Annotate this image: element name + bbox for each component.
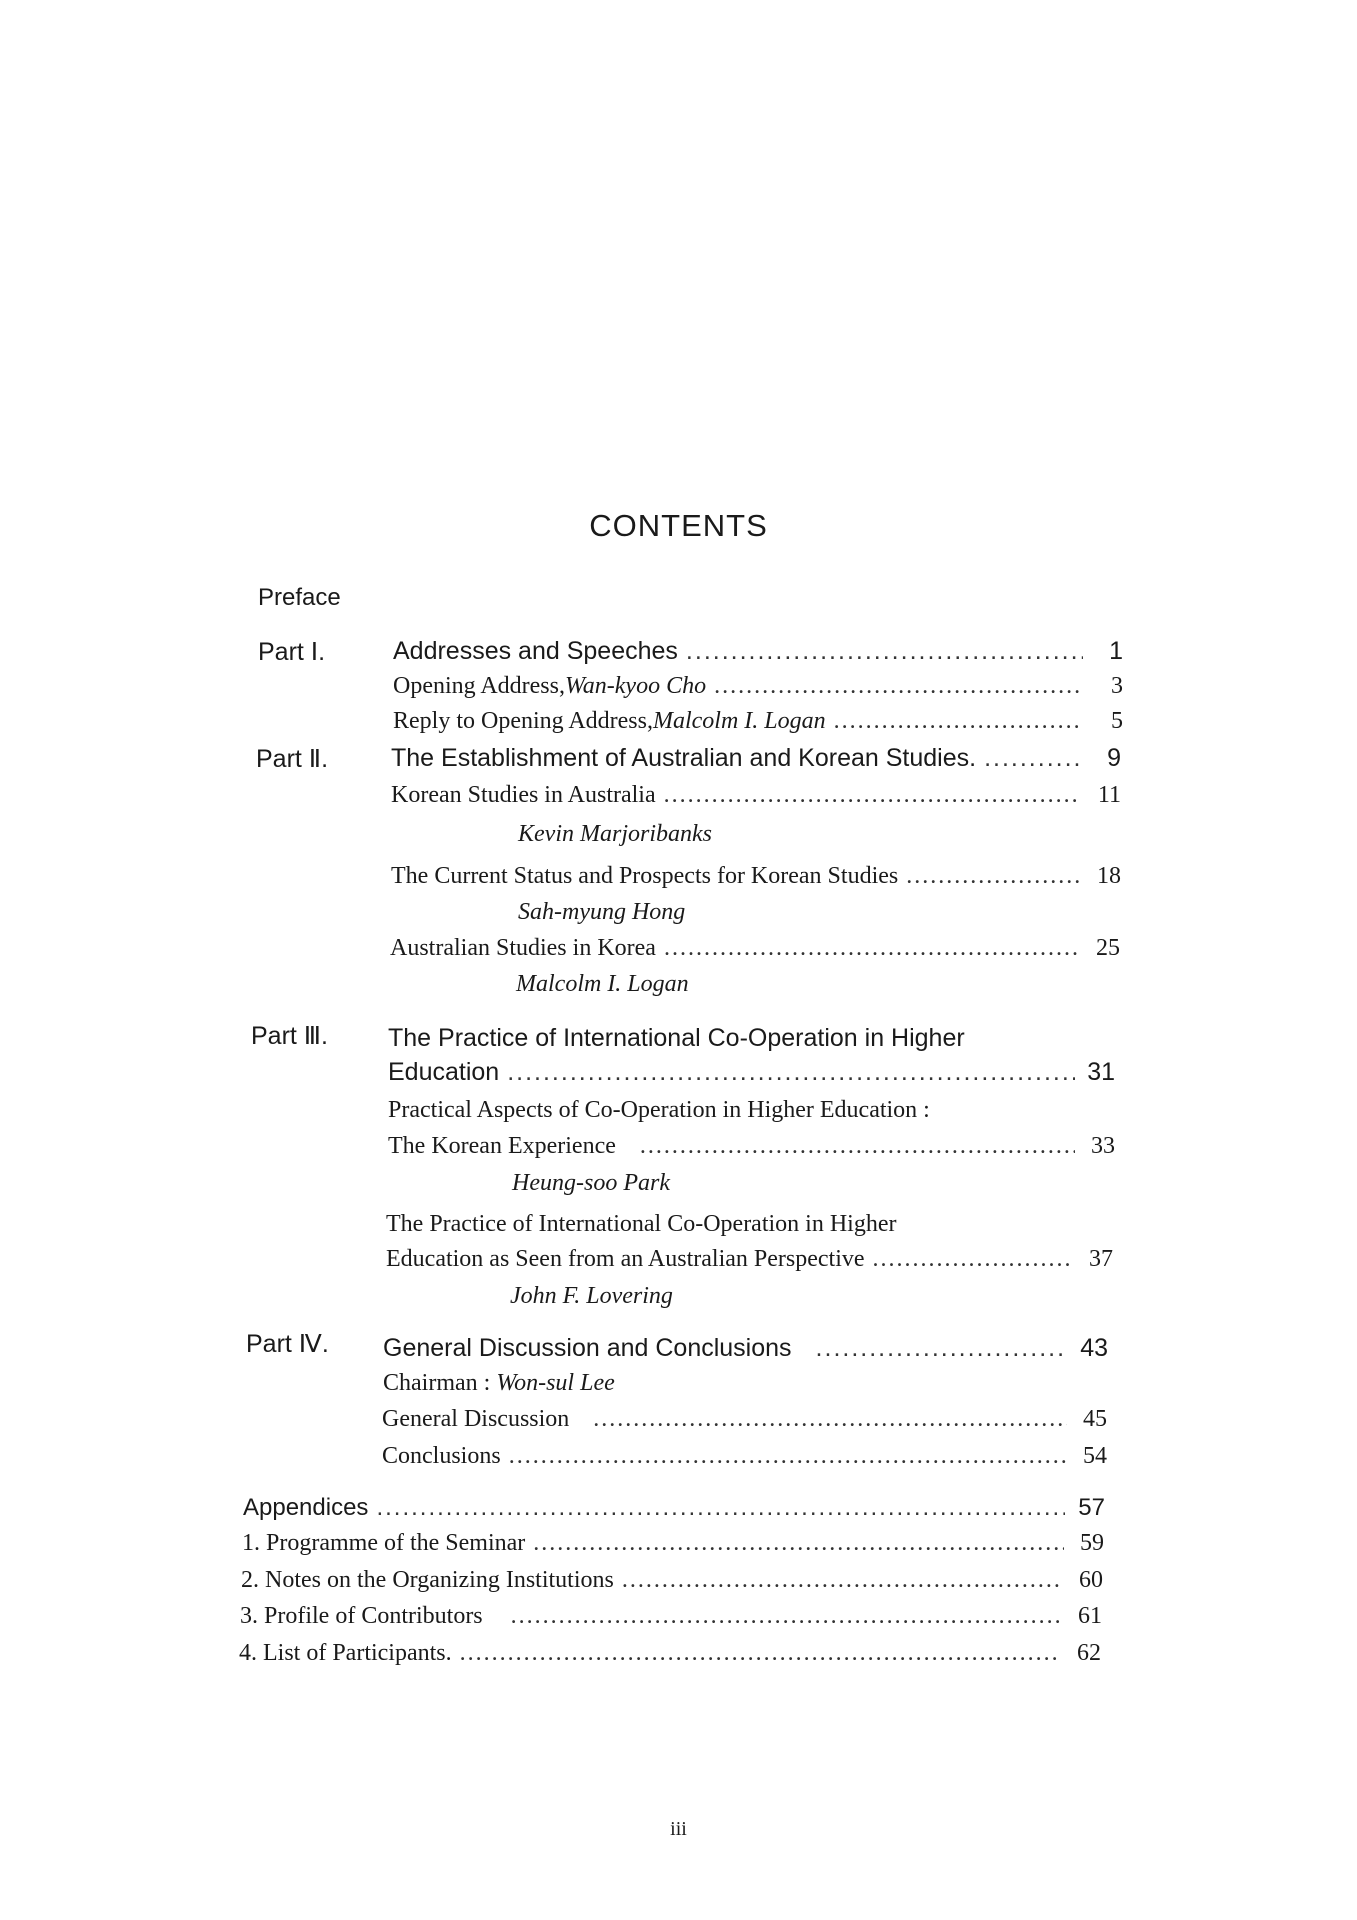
leader-dots [686,637,1083,666]
appendix-title: 2. Notes on the Organizing Institutions [241,1567,614,1593]
page-number: 37 [1089,1246,1113,1272]
part-1-heading-text: Addresses and Speeches [393,637,678,665]
toc-entry [393,708,1123,735]
entry-author: Sah-myung Hong [518,899,686,925]
entry-title: The Practice of International Co-Operation in Higher [386,1211,897,1237]
entry-title: Korean Studies in Australia [391,782,656,808]
leader-dots [622,1567,1063,1594]
part-4-label: Part Ⅳ. [246,1330,329,1358]
appendix-item [239,1640,1101,1667]
page-number: 59 [1080,1530,1104,1556]
chairman-label: Chairman : [383,1370,497,1396]
entry-author: Malcolm I. Logan [652,708,826,734]
part-1-heading [393,637,1123,666]
entry-title: The Korean Experience [388,1133,616,1159]
page-number: 62 [1077,1640,1101,1666]
entry-title: Australian Studies in Korea [390,935,656,961]
appendix-title: 1. Programme of the Seminar [242,1530,526,1556]
toc-entry [388,1133,1115,1160]
entry-author: Heung-soo Park [512,1170,670,1196]
appendices-heading [243,1494,1105,1522]
entry-author: Wan-kyoo Cho [564,673,707,699]
page-number: 54 [1083,1443,1107,1469]
part-3-label: Part Ⅲ. [251,1022,328,1050]
page-number: 3 [1111,673,1123,699]
toc-entry [382,1406,1107,1433]
part-4-heading [383,1334,1108,1363]
leader-dots [460,1640,1061,1667]
entry-author: Malcolm I. Logan [516,971,689,997]
page-number: 9 [1107,744,1121,772]
entry-title: Practical Aspects of Co-Operation in Higher Education : [388,1097,930,1123]
page-number: 33 [1091,1133,1115,1159]
leader-dots [664,935,1080,962]
leader-dots [507,1058,1075,1087]
page-number: 45 [1083,1406,1107,1432]
leader-dots [906,863,1081,890]
page-number: 31 [1087,1058,1115,1086]
toc-entry [386,1246,1113,1273]
part-3-heading-cont [388,1058,1115,1087]
page-number: 25 [1096,935,1120,961]
part-3-heading: The Practice of International Co-Operation in Higher [388,1024,965,1052]
entry-title: General Discussion [382,1406,570,1432]
entry-title: The Current Status and Prospects for Korean Studies [391,863,899,889]
entry-author: Kevin Marjoribanks [518,821,712,847]
page-number: 5 [1111,708,1123,734]
part-3-heading-text: Education [388,1058,500,1086]
part-2-label: Part Ⅱ. [256,745,329,773]
leader-dots [873,1246,1073,1273]
leader-dots [509,1443,1067,1470]
page-number: 18 [1097,863,1121,889]
leader-dots [376,1494,1065,1522]
toc-entry [391,863,1121,890]
leader-dots [511,1603,1062,1630]
entry-title: Reply to Opening Address, [393,708,653,734]
entry-title: Opening Address, [393,673,565,699]
chairman-line [383,1370,615,1397]
page-number: 61 [1078,1603,1102,1629]
leader-dots [816,1334,1068,1363]
entry-title: Education as Seen from an Australian Perspective [386,1246,865,1272]
appendices-heading-text: Appendices [243,1494,369,1521]
entry-title: Conclusions [382,1443,501,1469]
page-title: CONTENTS [589,508,768,543]
leader-dots [593,1406,1067,1433]
page-number: 43 [1080,1334,1108,1362]
appendix-item [241,1567,1103,1594]
part-1-label: Part Ⅰ. [258,638,326,666]
leader-dots [984,744,1081,773]
part-4-heading-text: General Discussion and Conclusions [383,1334,792,1362]
toc-entry [382,1443,1107,1470]
leader-dots [834,708,1083,735]
leader-dots [714,673,1083,700]
leader-dots [640,1133,1075,1160]
toc-entry [391,782,1121,809]
page-number: 57 [1078,1494,1105,1521]
entry-author: John F. Lovering [510,1283,673,1309]
leader-dots [664,782,1081,809]
appendix-title: 4. List of Participants. [239,1640,452,1666]
page-number: 11 [1097,782,1121,808]
leader-dots [533,1530,1064,1557]
toc-entry [390,935,1120,962]
part-2-heading-text: The Establishment of Australian and Korean Studies. [391,744,977,772]
appendix-item [240,1603,1102,1630]
appendix-title: 3. Profile of Contributors [240,1603,483,1629]
chairman-name: Won-sul Lee [496,1370,615,1396]
preface-entry: Preface [258,584,341,611]
page-number: 60 [1079,1567,1103,1593]
appendix-item [242,1530,1104,1557]
page-number: 1 [1109,637,1123,665]
toc-entry [393,673,1123,700]
page-folio: iii [670,1818,687,1840]
part-2-heading [391,744,1121,773]
